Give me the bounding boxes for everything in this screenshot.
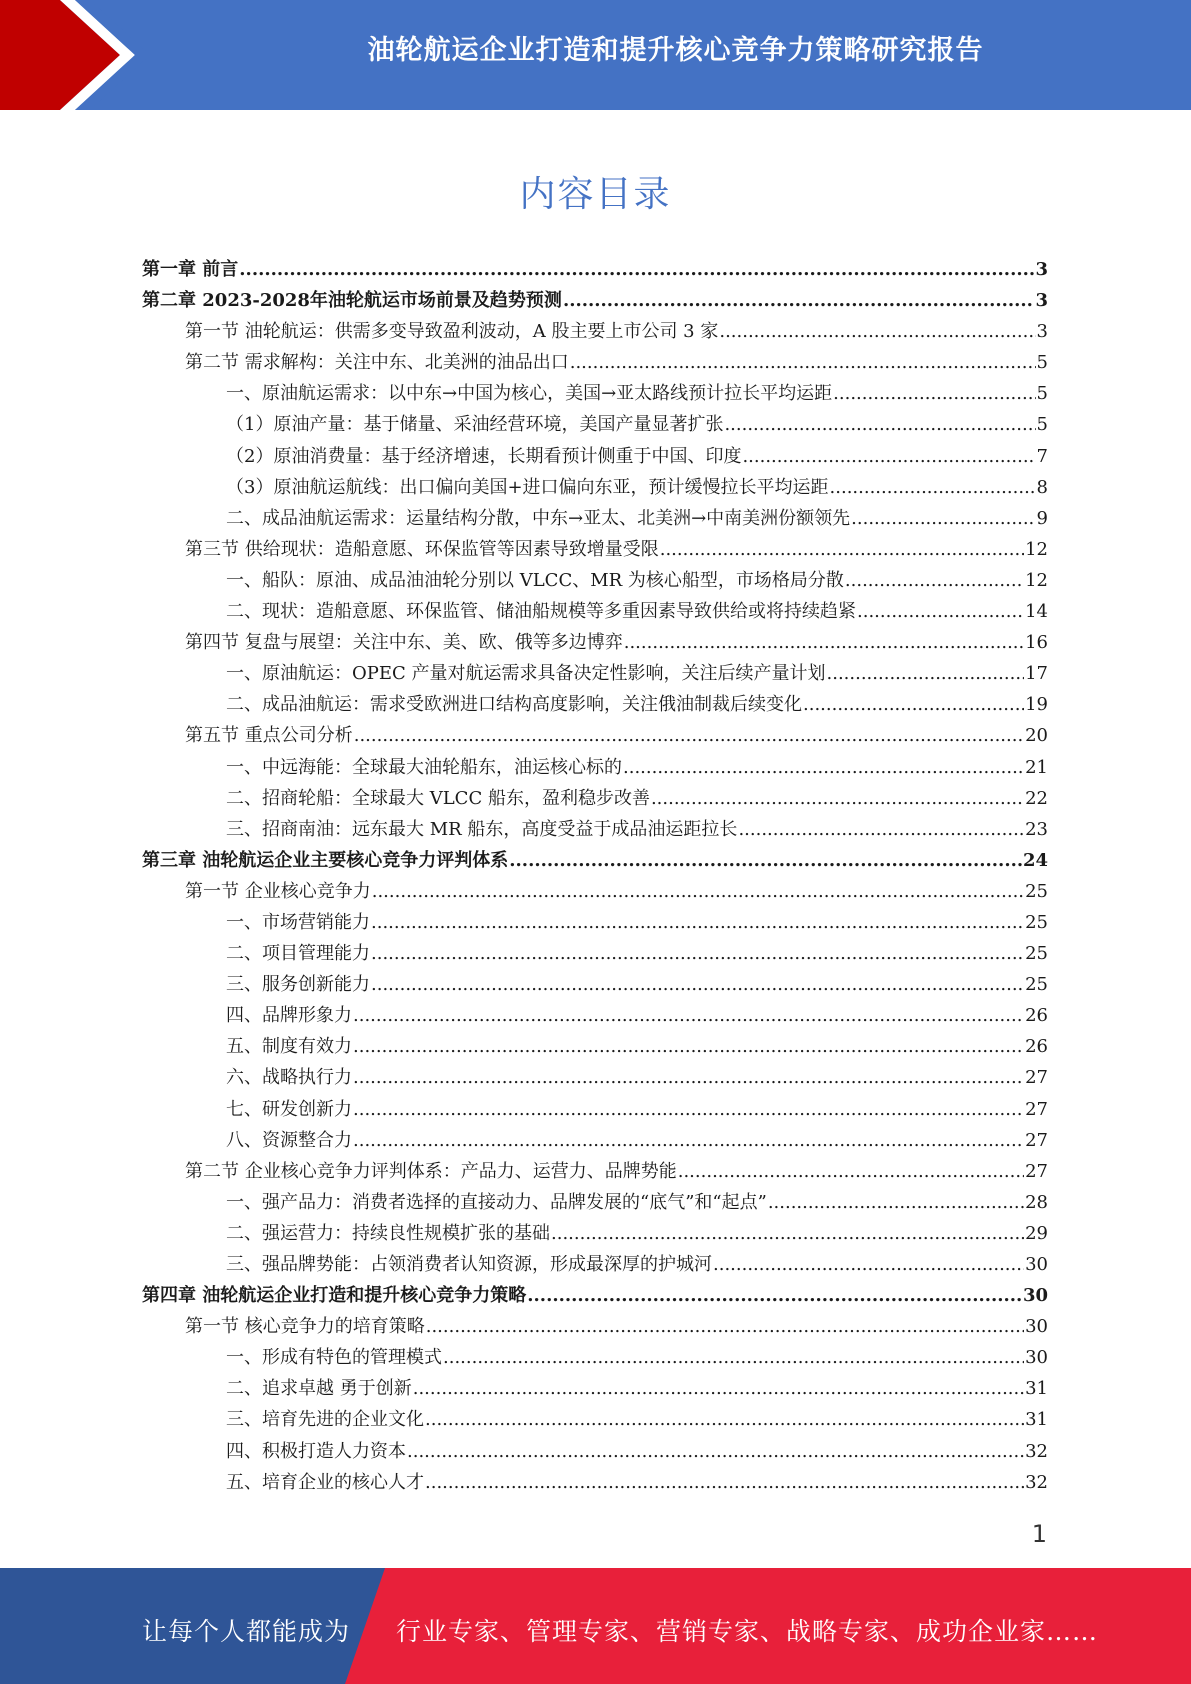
toc-entry[interactable] [142, 441, 1048, 472]
toc-entry-text: 二、成品油航运需求：运量结构分散，中东→亚太、北美洲→中南美洲份额领先 [226, 507, 851, 529]
toc-dot-leader [425, 1404, 1024, 1435]
toc-entry[interactable] [142, 1311, 1048, 1342]
toc-dot-leader [353, 1062, 1024, 1093]
toc-entry[interactable] [142, 1125, 1048, 1156]
toc-entry-text: 一、原油航运：OPEC 产量对航运需求具备决定性影响，关注后续产量计划 [226, 663, 826, 685]
toc-entry[interactable] [142, 378, 1048, 409]
toc-entry-text: 五、制度有效力 [226, 1036, 352, 1058]
toc-entry-page: 3 [1035, 290, 1048, 312]
toc-dot-leader [372, 876, 1024, 907]
toc-entry[interactable] [142, 720, 1048, 751]
toc-dot-leader [857, 596, 1024, 627]
toc-entry-page: 30 [1022, 1285, 1048, 1307]
toc-entry-text: 第二节 需求解构：关注中东、北美洲的油品出口 [185, 352, 569, 374]
toc-entry[interactable] [142, 285, 1048, 316]
toc-entry-page: 32 [1025, 1471, 1048, 1493]
toc-dot-leader [426, 1311, 1024, 1342]
toc-entry[interactable] [142, 565, 1048, 596]
toc-entry[interactable] [142, 1187, 1048, 1218]
toc-entry-text: （1）原油产量：基于储量、采油经营环境，美国产量显著扩张 [226, 414, 724, 436]
toc-entry-page: 7 [1036, 445, 1048, 467]
toc-dot-leader [527, 1280, 1022, 1311]
toc-entry-text: （3）原油航运航线：出口偏向美国+进口偏向东亚，预计缓慢拉长平均运距 [226, 476, 829, 498]
toc-dot-leader [407, 1436, 1024, 1467]
toc-entry-page: 25 [1025, 880, 1048, 902]
toc-entry-page: 5 [1036, 352, 1048, 374]
toc-entry-text: 二、现状：造船意愿、环保监管、储油船规模等多重因素导致供给或将持续趋紧 [226, 601, 856, 623]
toc-entry-text: 三、招商南油：远东最大 MR 船东，高度受益于成品油运距拉长 [226, 818, 738, 840]
toc-entry[interactable] [142, 347, 1048, 378]
toc-entry[interactable] [142, 534, 1048, 565]
toc-entry-page: 8 [1036, 476, 1048, 498]
toc-dot-leader [239, 254, 1034, 285]
toc-entry[interactable] [142, 503, 1048, 534]
toc-entry[interactable] [142, 472, 1048, 503]
toc-entry-page: 12 [1025, 569, 1048, 591]
toc-dot-leader [845, 565, 1024, 596]
footer-slogan: 让每个人都能成为 [142, 1617, 351, 1646]
toc-entry-page: 24 [1022, 849, 1048, 871]
toc-entry-text: 第一节 油轮航运：供需多变导致盈利波动，A 股主要上市公司 3 家 [185, 321, 719, 343]
toc-entry-text: 四、品牌形象力 [226, 1005, 352, 1027]
toc-entry[interactable] [142, 254, 1048, 285]
toc-entry-text: 第二节 企业核心竞争力评判体系：产品力、运营力、品牌势能 [185, 1160, 677, 1182]
toc-entry[interactable] [142, 1218, 1048, 1249]
toc-dot-leader [353, 1031, 1024, 1062]
toc-dot-leader [803, 689, 1024, 720]
toc-entry-text: 三、培育先进的企业文化 [226, 1409, 424, 1431]
toc-entry-page: 5 [1036, 383, 1048, 405]
toc-entry-page: 5 [1036, 414, 1048, 436]
toc-entry-page: 25 [1025, 943, 1048, 965]
toc-entry-text: 二、招商轮船：全球最大 VLCC 船东，盈利稳步改善 [226, 787, 650, 809]
toc-dot-leader [354, 720, 1024, 751]
toc-entry-page: 29 [1025, 1222, 1048, 1244]
toc-dot-leader [371, 938, 1024, 969]
toc-entry-page: 30 [1025, 1254, 1048, 1275]
toc-list [142, 254, 1048, 1498]
footer-roles: 行业专家、管理专家、营销专家、战略专家、成功企业家…… [396, 1617, 1099, 1646]
toc-dot-leader [425, 1467, 1024, 1498]
toc-entry-page: 19 [1025, 694, 1048, 716]
toc-dot-leader [713, 1249, 1024, 1280]
toc-dot-leader [742, 441, 1035, 472]
toc-entry[interactable] [142, 1000, 1048, 1031]
toc-entry[interactable] [142, 658, 1048, 689]
toc-entry-text: 四、积极打造人力资本 [226, 1440, 406, 1462]
toc-entry-text: 第一节 核心竞争力的培育策略 [185, 1316, 425, 1338]
toc-entry-page: 22 [1025, 787, 1048, 809]
toc-entry-text: 一、中远海能：全球最大油轮船东，油运核心标的 [226, 756, 622, 778]
toc-entry-page: 23 [1025, 818, 1048, 840]
toc-dot-leader [678, 1156, 1024, 1187]
toc-entry-page: 32 [1025, 1440, 1048, 1462]
toc-dot-leader [719, 316, 1035, 347]
toc-dot-leader [738, 814, 1024, 845]
toc-entry[interactable] [142, 1373, 1048, 1404]
toc-entry[interactable] [142, 1062, 1048, 1093]
toc-dot-leader [624, 627, 1024, 658]
toc-entry-text: 一、原油航运需求：以中东→中国为核心，美国→亚太路线预计拉长平均运距 [226, 383, 833, 405]
toc-entry-page: 21 [1025, 756, 1048, 778]
toc-entry-text: 二、项目管理能力 [226, 943, 370, 965]
toc-entry[interactable] [142, 1094, 1048, 1125]
toc-entry[interactable] [142, 1467, 1048, 1498]
toc-dot-leader [563, 285, 1035, 316]
toc-entry-text: 七、研发创新力 [226, 1098, 352, 1120]
toc-entry[interactable] [142, 1342, 1048, 1373]
toc-dot-leader [551, 1218, 1024, 1249]
toc-entry-page: 31 [1025, 1409, 1048, 1431]
toc-entry-page: 27 [1025, 1067, 1048, 1089]
toc-dot-leader [443, 1342, 1024, 1373]
toc-entry-page: 30 [1025, 1316, 1048, 1338]
toc-entry[interactable] [142, 1404, 1048, 1435]
toc-entry[interactable] [142, 783, 1048, 814]
toc-entry-page: 9 [1036, 507, 1048, 529]
toc-entry[interactable] [142, 596, 1048, 627]
toc-entry-text: 第五节 重点公司分析 [185, 725, 353, 747]
toc-entry[interactable] [142, 1280, 1048, 1311]
toc-entry[interactable] [142, 969, 1048, 1000]
toc-entry-page: 27 [1025, 1129, 1048, 1151]
toc-entry-text: 二、成品油航运：需求受欧洲进口结构高度影响，关注俄油制裁后续变化 [226, 694, 802, 716]
toc-entry-text: 第二章 2023-2028年油轮航运市场前景及趋势预测 [142, 290, 562, 312]
toc-dot-leader [660, 534, 1024, 565]
toc-entry-page: 30 [1025, 1347, 1048, 1369]
toc-dot-leader [724, 409, 1035, 440]
toc-entry-page: 14 [1025, 601, 1048, 623]
toc-entry-text: 六、战略执行力 [226, 1067, 352, 1089]
header-band [0, 0, 1191, 110]
report-title: 油轮航运企业打造和提升核心竞争力策略研究报告 [367, 35, 984, 66]
toc-entry-text: 一、船队：原油、成品油油轮分别以 VLCC、MR 为核心船型，市场格局分散 [226, 569, 844, 591]
toc-entry-page: 25 [1025, 974, 1048, 996]
toc-dot-leader [371, 907, 1024, 938]
toc-entry-page: 28 [1025, 1191, 1048, 1213]
toc-entry-page: 12 [1025, 538, 1048, 560]
toc-dot-leader [851, 503, 1035, 534]
toc-entry-page: 27 [1025, 1160, 1048, 1182]
toc-dot-leader [827, 658, 1025, 689]
toc-dot-leader [353, 1094, 1024, 1125]
page-number: 1 [1031, 1520, 1047, 1548]
toc-entry-page: 16 [1025, 632, 1048, 654]
toc-entry-text: 一、强产品力：消费者选择的直接动力、品牌发展的“底气”和“起点” [226, 1191, 767, 1213]
toc-dot-leader [353, 1125, 1024, 1156]
toc-dot-leader [353, 1000, 1024, 1031]
toc-entry-text: 第四章 油轮航运企业打造和提升核心竞争力策略 [142, 1285, 527, 1307]
toc-dot-leader [413, 1373, 1024, 1404]
toc-entry-text: 第四节 复盘与展望：关注中东、美、欧、俄等多边博弈 [185, 632, 623, 654]
toc-entry-text: 八、资源整合力 [226, 1129, 352, 1151]
toc-dot-leader [509, 845, 1022, 876]
toc-entry-text: （2）原油消费量：基于经济增速，长期看预计侧重于中国、印度 [226, 445, 742, 467]
toc-entry-page: 27 [1025, 1098, 1048, 1120]
toc-entry-text: 三、服务创新能力 [226, 974, 370, 996]
toc-entry-page: 17 [1025, 663, 1048, 685]
toc-entry[interactable] [142, 627, 1048, 658]
toc-entry-text: 第三章 油轮航运企业主要核心竞争力评判体系 [142, 849, 509, 871]
toc-entry[interactable] [142, 938, 1048, 969]
toc-entry-text: 二、追求卓越 勇于创新 [226, 1378, 412, 1400]
toc-entry[interactable] [142, 1249, 1048, 1280]
toc-entry-text: 一、形成有特色的管理模式 [226, 1347, 442, 1369]
toc-entry-page: 20 [1025, 725, 1048, 747]
toc-dot-leader [371, 969, 1024, 1000]
toc-title: 内容目录 [519, 174, 672, 215]
toc-entry[interactable] [142, 409, 1048, 440]
toc-entry[interactable] [142, 316, 1048, 347]
toc-entry-text: 三、强品牌势能：占领消费者认知资源，形成最深厚的护城河 [226, 1254, 712, 1275]
toc-dot-leader [768, 1187, 1024, 1218]
toc-dot-leader [651, 783, 1024, 814]
toc-entry-text: 一、市场营销能力 [226, 911, 370, 933]
toc-entry-page: 3 [1036, 321, 1048, 343]
toc-entry-page: 3 [1035, 259, 1048, 280]
toc-entry-text: 第一节 企业核心竞争力 [185, 880, 371, 902]
toc-entry-text: 第三节 供给现状：造船意愿、环保监管等因素导致增量受限 [185, 538, 659, 560]
toc-entry[interactable] [142, 1156, 1048, 1187]
toc-entry-page: 31 [1025, 1378, 1048, 1400]
toc-entry-text: 二、强运营力：持续良性规模扩张的基础 [226, 1222, 550, 1244]
toc-entry-page: 25 [1025, 911, 1048, 933]
footer-band [0, 1568, 1191, 1684]
toc-entry[interactable] [142, 1031, 1048, 1062]
toc-entry-page: 26 [1025, 1036, 1048, 1058]
toc-entry[interactable] [142, 689, 1048, 720]
toc-entry-text: 第一章 前言 [142, 259, 239, 280]
toc-dot-leader [570, 347, 1036, 378]
toc-entry[interactable] [142, 1436, 1048, 1467]
toc-dot-leader [830, 472, 1036, 503]
toc-dot-leader [833, 378, 1035, 409]
toc-entry[interactable] [142, 845, 1048, 876]
toc-entry-page: 26 [1025, 1005, 1048, 1027]
toc-entry[interactable] [142, 814, 1048, 845]
toc-dot-leader [623, 752, 1024, 783]
toc-entry[interactable] [142, 876, 1048, 907]
toc-entry-text: 五、培育企业的核心人才 [226, 1471, 424, 1493]
toc-entry[interactable] [142, 752, 1048, 783]
toc-entry[interactable] [142, 907, 1048, 938]
